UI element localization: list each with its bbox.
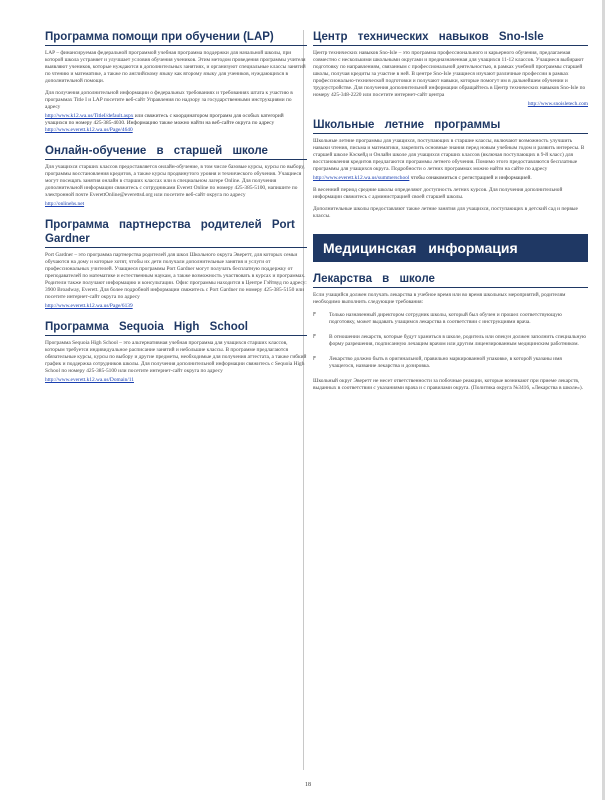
online-heading: Онлайн-обучение в старшей школе <box>45 144 307 160</box>
sequoia-section <box>45 320 307 384</box>
bullet-text: Только назначенный директором сотрудник школы, который был обучен и прошел соответствующую подготовку, может выдавать учащимся лекарства в соответствии с инструкциями врача. <box>329 312 562 325</box>
medicine-section <box>313 272 588 392</box>
summer-tail-text: чтобы ознакомиться с регистрацией и информацией. <box>410 175 532 181</box>
online-link-row <box>45 201 307 208</box>
port-gardner-section <box>45 218 307 310</box>
sequoia-link-row <box>45 377 307 384</box>
lap-link-row <box>45 113 307 134</box>
port-gardner-paragraph: Port Gardner – это программа партнерства родителей для школ Школьного округа Эверетт, для которых семьи обучаются на дому и которые хотят, чтобы их дети получали дополнительные занятия и услуги от профессиональных учителей. Учащиеся программы Port Gardner могут получать бесплатную поддержку от преподавателей по математике и естественным наукам, а также возможность участвовать в курсах и программах. Родители также получают информацию и консультации. Офис программы находится в Центре Гэйтвуд по адресу: 3900 Broadway, Everett. Для более подробной информации свяжитесь с Port Gardner по номеру 425-385-5150 или посетите интернет-сайт округа по адресу <box>45 252 307 300</box>
bullet-mark: F <box>313 356 317 362</box>
sequoia-heading: Программа Sequoia High School <box>45 320 307 336</box>
summer-paragraph-1: Школьные летние программы для учащихся, поступающих в старшие классы, включают возможность улучшить навыки чтения, письма и математики, закрепить основные знания перед новым учебным годом и развить интересы. В старшей школе Кэскейд и Онлайн школе для учащихся старших классов (включая поступающих в 9-й класс) для восстановления кредитов предлагаются программы летнего обучения. Помимо этого предоставляются бесплатные программы для учащихся округа. Подробности о летних программах можно найти на сайте по адресу <box>313 138 585 172</box>
online-section <box>45 144 307 208</box>
port-gardner-link-row <box>45 303 307 310</box>
lap-section <box>45 30 307 134</box>
page-number: 18 <box>305 782 311 788</box>
sequoia-paragraph: Программа Sequoia High School – это альтернативная учебная программа для учащихся старших классов, которым требуется индивидуальное расписание занятий и небольшие классы. В программе предлагаются обязательные курсы, курсы по выбору и другие предметы, необходимые для получения аттестата, а также гибкий график и поддержка сотрудников школы. Для получения дополнительной информации свяжитесь с Sequoia High School по номеру 425-385-5100 или посетите интернет-сайт округа по адресу <box>45 340 307 374</box>
page-edge <box>602 0 605 800</box>
medicine-outro: Школьный округ Эверетт не несет ответственности за побочные реакции, которые возникают при приеме лекарств, выданных в соответствии с указаниями врача и с правилами округа. (Политика округа №3416, «Лекарства в школе»). <box>313 378 583 391</box>
port-gardner-heading: Программа партнерства родителей Port Gardner <box>45 218 307 248</box>
online-link[interactable]: http://onlinehs.net <box>45 201 85 207</box>
medicine-requirements-list <box>313 312 588 370</box>
summer-link[interactable]: http://www.everett.k12.wa.us/summerschool <box>313 175 410 181</box>
lap-tail-text: или свяжитесь с координатором программ для особых категорий учащихся по номеру 425-385-4030. Информацию также можно найти на веб-сайте округа по адресу <box>45 113 284 126</box>
sno-isle-link-row <box>313 101 588 108</box>
lap-heading: Программа помощи при обучении (LAP) <box>45 30 307 46</box>
medical-info-banner: Медицинская информация <box>313 234 588 262</box>
lap-paragraph-2: Для получения дополнительной информации о федеральных требованиях и требованиях штата к участию в программах Title I и LAP посетите веб-сайт Управления по надзору за государственными инструкциями по адресу <box>45 90 293 110</box>
online-paragraph: Для учащихся старших классов предоставляется онлайн-обучение, в том числе базовые курсы, курсы по выбору, программы восстановления кредитов, а также курсы продвинутого уровня и технического обучения. Учащиеся могут посещать занятия онлайн в старших классах или в специальном лагере Online. Для получения дополнительной информации свяжитесь с сотрудниками Everett Online по номеру 425-385-5100, напишите по электронной почте EverettOnline@everettsd.org или посетите веб-сайт округа по адресу <box>45 164 305 198</box>
bullet-mark: F <box>313 334 317 340</box>
list-item <box>313 334 588 348</box>
medicine-heading: Лекарства в школе <box>313 272 588 288</box>
summer-link-row <box>313 175 588 182</box>
left-column <box>45 30 307 394</box>
sno-isle-paragraph: Центр технических навыков Sno-Isle – это программа профессионального и карьерного обучения, предлагаемая совместно с несколькими школьными округами и предназначенная для учащихся 11-12 классов. Учащиеся выбирают подготовку по направлениям, связанным с профессиональной деятельностью, в рамках учебной программы старшей школы, получая кредиты за участие в ней. В центре Sno-Isle учащиеся изучают различные профессии в рамках профессионально-технической подготовки и получают навыки, которые помогут им в дальнейшем обучении и трудоустройстве. Для получения дополнительной информации обращайтесь в Центр технических навыков Sno-Isle по номеру 425-348-2220 или посетите интернет-сайт центра <box>313 50 586 98</box>
list-item <box>313 356 588 370</box>
port-gardner-link[interactable]: http://www.everett.k12.wa.us/Page/6139 <box>45 303 133 309</box>
summer-section <box>313 118 588 220</box>
sequoia-link[interactable]: http://www.everett.k12.wa.us/Domain/11 <box>45 377 134 383</box>
list-item <box>313 312 588 326</box>
summer-heading: Школьные летние программы <box>313 118 588 134</box>
sno-isle-section <box>313 30 588 108</box>
lap-link-2[interactable]: http://www.everett.k12.wa.us/Page/4640 <box>45 127 133 133</box>
summer-paragraph-2: В весенний период средние школы определяют доступность летних курсов. Для получения дополнительной информации свяжитесь с администрацией своей старшей школы. <box>313 187 563 200</box>
sno-isle-link[interactable]: http://www.snoisletech.com <box>527 101 588 107</box>
lap-link[interactable]: http://www.k12.wa.us/TitleI/default.aspx <box>45 113 134 119</box>
sno-isle-heading: Центр технических навыков Sno-Isle <box>313 30 588 46</box>
bullet-mark: F <box>313 312 317 318</box>
bullet-text: В отношении лекарств, которые будут храниться в школе, родитель или опекун должен заполнить специальную форму разрешения, подписанную лечащим врачом или другим лицензированным медицинским работником. <box>329 334 587 347</box>
lap-paragraph-1: LAP – финансируемая федеральной программой учебная программа поддержки для начальной школы, при которой школа устраняет и улучшает условия обучения учеников. Этим методом проведения программы учителя выявляют учеников, которые нуждаются в дополнительных занятиях, и организуют специальные классы занятий по чтению и математике, а также по английскому языку как второму языку для учеников, нуждающихся в дополнительной помощи. <box>45 50 306 84</box>
right-column <box>313 30 588 402</box>
summer-paragraph-3: Дополнительные школы предоставляют также летние занятия для учащихся, поступающих в детский сад и первые классы. <box>313 206 578 219</box>
bullet-text: Лекарство должно быть в оригинальной, правильно маркированной упаковке, в которой указаны имя учащегося, название лекарства и дозировка. <box>329 356 562 369</box>
medicine-intro: Если учащийся должен получать лекарства в учебное время или во время школьных мероприятий, родителям необходимо выполнить следующие требования: <box>313 292 566 305</box>
